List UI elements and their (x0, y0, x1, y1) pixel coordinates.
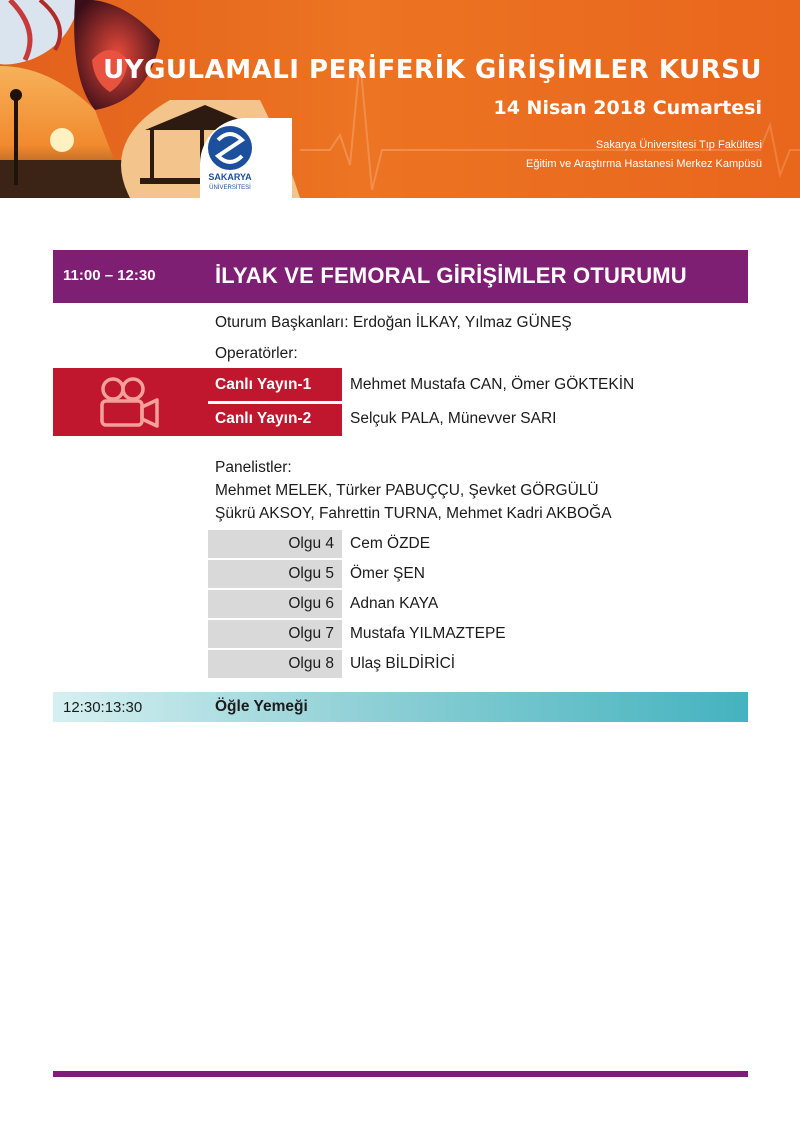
session-header (53, 250, 748, 303)
svg-text:SAKARYA: SAKARYA (208, 172, 252, 182)
header-banner (0, 0, 800, 198)
svg-text:ÜNİVERSİTESİ: ÜNİVERSİTESİ (209, 185, 251, 191)
session-time: 11:00 – 12:30 (63, 267, 156, 284)
case-label: Olgu 6 (208, 590, 342, 618)
case-label: Olgu 8 (208, 650, 342, 678)
course-title: UYGULAMALI PERİFERİK GİRİŞİMLER KURSU (103, 55, 762, 85)
panelists-line-1: Mehmet MELEK, Türker PABUÇÇU, Şevket GÖRGÜLÜ (215, 482, 599, 499)
lunch-label: Öğle Yemeği (215, 698, 308, 715)
case-label: Olgu 5 (208, 560, 342, 588)
case-presenter: Cem ÖZDE (350, 535, 431, 552)
panelists-line-2: Şükrü AKSOY, Fahrettin TURNA, Mehmet Kadri AKBOĞA (215, 505, 612, 522)
case-label: Olgu 7 (208, 620, 342, 648)
venue-line-2: Eğitim ve Araştırma Hastanesi Merkez Kampüsü (526, 158, 762, 170)
lunch-break-bar (53, 692, 748, 722)
session-chairs: Oturum Başkanları: Erdoğan İLKAY, Yılmaz GÜNEŞ (215, 314, 572, 331)
video-camera-icon (99, 376, 161, 428)
university-logo-emblem (200, 118, 292, 198)
live-broadcast-1-label: Canlı Yayın-1 (215, 376, 312, 393)
operators-label: Operatörler: (215, 345, 298, 362)
case-label: Olgu 4 (208, 530, 342, 558)
case-presenter: Ulaş BİLDİRİCİ (350, 655, 456, 672)
university-logo (200, 118, 292, 198)
venue-line-1: Sakarya Üniversitesi Tıp Fakültesi (595, 139, 762, 151)
live-broadcast-block (53, 368, 342, 436)
case-presenter: Adnan KAYA (350, 595, 439, 612)
course-date: 14 Nisan 2018 Cumartesi (493, 97, 762, 119)
case-presenter: Mustafa YILMAZTEPE (350, 625, 506, 642)
live-broadcast-2-label: Canlı Yayın-2 (215, 410, 312, 427)
case-presenter: Ömer ŞEN (350, 565, 425, 582)
live-broadcast-2-operators: Selçuk PALA, Münevver SARI (350, 410, 557, 427)
panelists-label: Panelistler: (215, 459, 292, 476)
session-title: İLYAK VE FEMORAL GİRİŞİMLER OTURUMU (215, 263, 687, 288)
live-divider (208, 401, 342, 404)
footer-divider (53, 1071, 748, 1077)
lunch-time: 12:30:13:30 (63, 699, 143, 716)
live-broadcast-1-operators: Mehmet Mustafa CAN, Ömer GÖKTEKİN (350, 376, 635, 393)
